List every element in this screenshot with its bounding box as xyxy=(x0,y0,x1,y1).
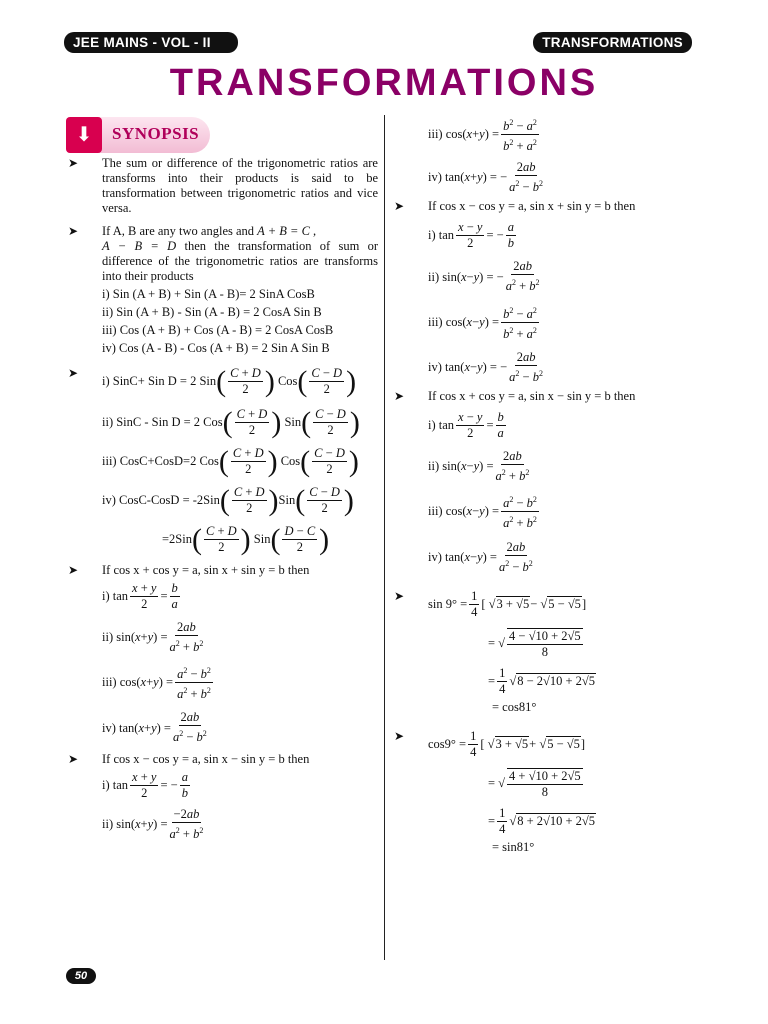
right-column xyxy=(392,112,722,858)
sum-product-item: ii) SinC - Sin D = 2 Cos ( $\frac{C + D}{2}$ ) Sin ( $\frac{C - D}{2}$ ) xyxy=(102,407,378,438)
column-divider xyxy=(384,115,385,960)
formula-line: iv) tan( x + y ) = $\frac{2ab}{a^2 - b^2}$ xyxy=(102,710,207,745)
cos9-label: ➤ cos9° = xyxy=(428,736,467,751)
sum-product-item: ➤ i) SinC+ Sin D = 2 Sin ( $\frac{C + D}{2}$ ) Cos ( $\frac{C - D}{2}$ ) xyxy=(66,366,378,397)
formula-line: iii) cos( x − y ) = $\frac{a^2 - b^2}{a^2 + b^2}$ xyxy=(428,492,722,531)
page-number: 50 xyxy=(66,968,96,984)
angles-text: then the transformation of sum or difference of the trigonometric ratios are transforms into their products xyxy=(102,239,379,283)
formula-line: iii) cos( x + y ) = $\frac{b^2 - a^2}{b^2 + a^2}$ xyxy=(428,115,722,154)
sum-product-label: iii) CosC+CosD=2 Cos xyxy=(102,454,219,468)
formula-line: iii) Cos (A + B) + Cos (A - B) = 2 CosA CosB xyxy=(102,323,334,337)
synopsis-badge xyxy=(66,117,210,153)
left-column xyxy=(66,150,378,845)
sin9-formula: ➤ sin 9° = $\frac{1}{4}$ [ √ 3 + √5 − √ 5 − √5 ] xyxy=(392,589,722,620)
formula-line: ii) sin( x + y ) = $\frac{2ab}{a^2 + b^2}$ xyxy=(102,620,204,655)
formula-line: iv) tan( x + y ) = − $\frac{2ab}{a^2 - b^2}$ xyxy=(428,160,543,195)
formula-line: = √ $\frac{4 + √10 + 2√5}{8}$ xyxy=(488,768,581,799)
condition-line: ➤ If cos x + cos y = a, sin x − sin y = b then xyxy=(392,389,722,404)
down-arrow-icon: ⬇ xyxy=(66,117,102,153)
formula-line: iv) Cos (A - B) - Cos (A + B) = 2 Sin A Sin B xyxy=(102,341,330,355)
formula-line: iv) tan( x − y ) = $\frac{2ab}{a^2 - b^2}$ xyxy=(428,539,533,574)
sum-product-label: ii) SinC - Sin D = 2 Cos xyxy=(102,415,223,429)
formula-line: iii) cos( x − y ) = $\frac{b^2 - a^2}{b^2 + a^2}$ xyxy=(428,303,722,342)
page-title: TRANSFORMATIONS xyxy=(169,62,599,104)
angles-intro: If A, B are any two angles and xyxy=(102,224,255,238)
header-chapter-label: TRANSFORMATIONS xyxy=(533,32,692,53)
formula-line: ii) sin( x + y ) = $\frac{-2ab}{a^2 + b^2}$ xyxy=(102,806,204,841)
header-volume-label: JEE MAINS - VOL - II xyxy=(64,32,238,53)
formula-line: iii) cos( x + y ) = $\frac{a^2 - b^2}{a^2 + b^2}$ xyxy=(102,663,378,702)
synopsis-label: SYNOPSIS xyxy=(112,124,200,143)
formula-line: ii) Sin (A + B) - Sin (A - B) = 2 CosA Sin B xyxy=(102,305,322,319)
formula-line: i) tan $\frac{x - y}{2}$ = − $\frac{a}{b}$ xyxy=(428,220,514,251)
angles-paragraph: ➤ If A, B are any two angles and A + B = C , A − B = D then the transformation of sum or difference of the trigonometric ratios are transforms into their products xyxy=(66,224,378,284)
formula-line: = $\frac{1}{4}$ √ 8 − 2√10 + 2√5 xyxy=(488,665,596,696)
formula-line: i) tan $\frac{x - y}{2}$ = $\frac{b}{a}$ xyxy=(428,410,504,441)
sum-product-label: =2Sin xyxy=(162,532,192,546)
sum-product-label: iv) CosC-CosD = -2Sin xyxy=(102,493,220,507)
intro-paragraph: ➤ The sum or difference of the trigonometric ratios are transforms into their products is said to be transformation between trigonometric ratios and vice versa. xyxy=(66,156,378,216)
formula-line: ii) sin( x − y ) = $\frac{2ab}{a^2 + b^2}$ xyxy=(428,449,530,484)
formula-line: iv) tan( x − y ) = − $\frac{2ab}{a^2 - b^2}$ xyxy=(428,349,543,385)
sum-product-item: =2Sin ( $\frac{C + D}{2}$ ) Sin ( $\frac{D - C}{2}$ ) xyxy=(162,524,378,555)
condition-line: ➤ If cos x + cos y = a, sin x + sin y = b then xyxy=(66,563,378,578)
cos81-line: = cos81° xyxy=(492,699,537,714)
formula-line: i) tan $\frac{x + y}{2}$ = − $\frac{a}{b}$ xyxy=(102,769,188,800)
sum-product-item: iv) CosC-CosD = -2Sin ( $\frac{C + D}{2}$ ) Sin ( $\frac{C - D}{2}$ ) xyxy=(102,485,378,516)
cos9-formula: ➤ cos9° = $\frac{1}{4}$ [ √ 3 + √5 + √ 5 − √5 ] xyxy=(392,729,722,760)
condition-line: ➤ If cos x − cos y = a, sin x − sin y = b then xyxy=(66,752,378,767)
condition-line: ➤ If cos x − cos y = a, sin x + sin y = b then xyxy=(392,199,722,214)
sum-product-item: iii) CosC+CosD=2 Cos ( $\frac{C + D}{2}$ ) Cos ( $\frac{C - D}{2}$ ) xyxy=(102,446,378,477)
sin81-line: = sin81° xyxy=(492,839,535,854)
sum-product-label: ➤ i) SinC+ Sin D = 2 Sin xyxy=(102,374,217,388)
sin9-label: ➤ sin 9° = xyxy=(428,596,468,611)
formula-line: i) Sin (A + B) + Sin (A - B)= 2 SinA CosB xyxy=(102,287,315,301)
formula-line: = $\frac{1}{4}$ √ 8 + 2√10 + 2√5 xyxy=(488,805,596,836)
formula-line: i) tan $\frac{x + y}{2}$ = $\frac{b}{a}$ xyxy=(102,581,178,611)
formula-line: ii) sin( x − y ) = − $\frac{2ab}{a^2 + b^2}$ xyxy=(428,259,540,294)
formula-line: = √ $\frac{4 - √10 + 2√5}{8}$ xyxy=(488,628,581,659)
